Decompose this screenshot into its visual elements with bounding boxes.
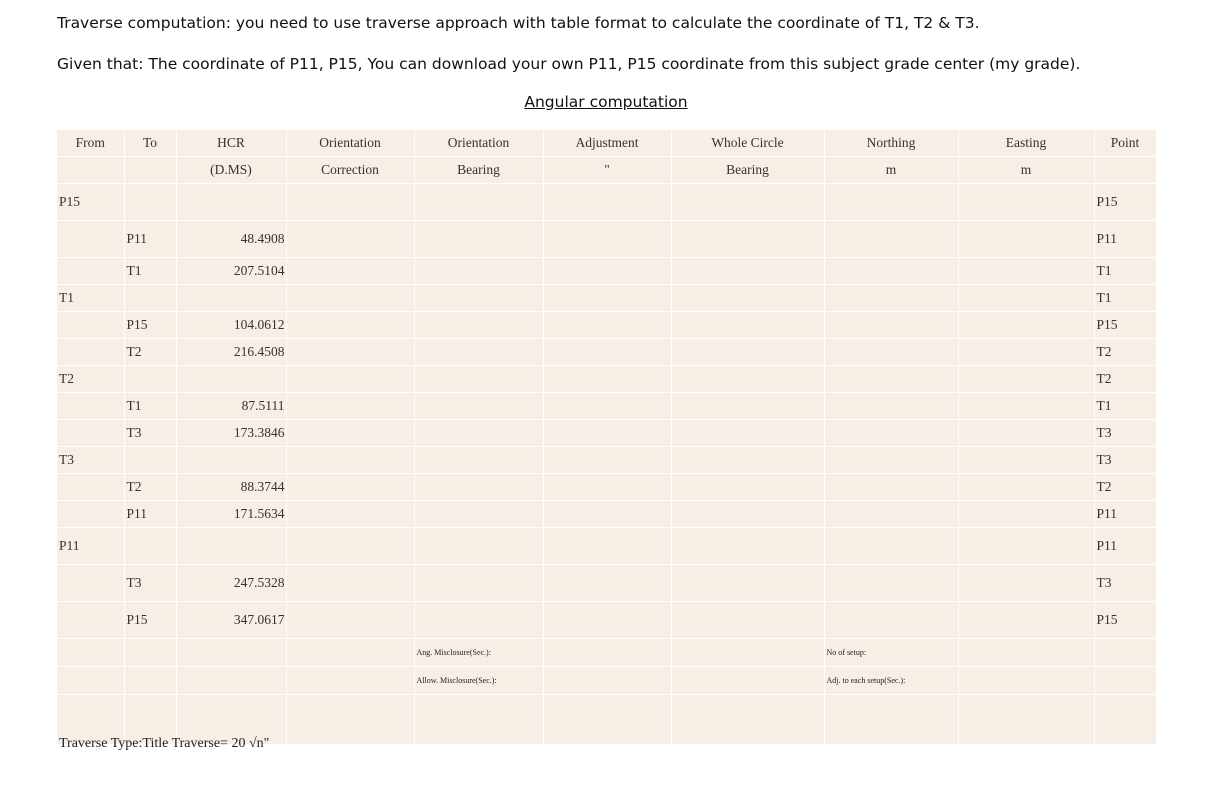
empty-cell [414,695,543,745]
empty-cell [176,667,286,695]
easting-cell [958,447,1094,474]
point-cell: P15 [1094,184,1156,221]
whole-circle-bearing-cell [671,393,824,420]
orientation-correction-cell [286,393,414,420]
point-cell: T3 [1094,565,1156,602]
easting-cell [958,565,1094,602]
adjustment-cell [543,474,671,501]
adjustment-cell [543,420,671,447]
easting-cell [958,339,1094,366]
empty-cell [57,667,124,695]
adjustment-cell [543,339,671,366]
header-orientation-bearing: Orientation [414,130,543,157]
whole-circle-bearing-cell [671,501,824,528]
header-from: From [57,130,124,157]
header-row-2 [57,157,1156,184]
hcr-cell [176,285,286,312]
northing-cell [824,501,958,528]
whole-circle-bearing-cell [671,474,824,501]
point-cell: T3 [1094,447,1156,474]
whole-circle-bearing-cell [671,366,824,393]
easting-cell [958,474,1094,501]
header-easting: Easting [958,130,1094,157]
orientation-bearing-cell [414,285,543,312]
to-cell: T1 [124,258,176,285]
from-cell: T1 [57,285,124,312]
hcr-cell: 247.5328 [176,565,286,602]
northing-cell [824,474,958,501]
table-row [57,474,1156,501]
to-cell: T3 [124,420,176,447]
easting-cell [958,393,1094,420]
point-cell: T2 [1094,339,1156,366]
empty-cell [1094,639,1156,667]
hcr-cell: 347.0617 [176,602,286,639]
table-row [57,393,1156,420]
traverse-table [57,130,1157,745]
northing-cell [824,366,958,393]
point-cell: P15 [1094,312,1156,339]
point-cell: T3 [1094,420,1156,447]
from-cell [57,474,124,501]
to-cell [124,366,176,393]
table-row [57,339,1156,366]
to-cell [124,447,176,474]
whole-circle-bearing-cell [671,602,824,639]
to-cell [124,528,176,565]
empty-cell [176,639,286,667]
orientation-bearing-cell [414,602,543,639]
hcr-cell [176,528,286,565]
easting-cell [958,420,1094,447]
orientation-correction-cell [286,528,414,565]
hcr-cell: 207.5104 [176,258,286,285]
northing-cell [824,312,958,339]
empty-cell [543,639,671,667]
ang-misclosure-label: Ang. Misclosure(Sec.): [414,639,543,667]
header-adjustment: Adjustment [543,130,671,157]
from-cell [57,602,124,639]
header-hcr-unit: (D.MS) [176,157,286,184]
from-cell [57,420,124,447]
orientation-bearing-cell [414,221,543,258]
instruction-line-1: Traverse computation: you need to use traverse approach with table format to calculate the coordinate of T1, T2 & T3. [57,14,980,32]
to-cell: T2 [124,339,176,366]
orientation-correction-cell [286,258,414,285]
empty-cell [286,667,414,695]
easting-cell [958,501,1094,528]
orientation-correction-cell [286,474,414,501]
summary-row [57,667,1156,695]
to-cell: P11 [124,221,176,258]
whole-circle-bearing-cell [671,258,824,285]
to-cell: P15 [124,602,176,639]
hcr-cell: 88.3744 [176,474,286,501]
to-cell [124,184,176,221]
table-row [57,312,1156,339]
from-cell: P11 [57,528,124,565]
from-cell: T3 [57,447,124,474]
easting-cell [958,258,1094,285]
orientation-bearing-cell [414,528,543,565]
easting-cell [958,312,1094,339]
point-cell: P11 [1094,221,1156,258]
traverse-type-note: Traverse Type:Title Traverse= 20 √n" [59,736,270,751]
to-cell: T2 [124,474,176,501]
easting-cell [958,602,1094,639]
no-of-setup-label: No of setup: [824,639,958,667]
orientation-correction-cell [286,312,414,339]
orientation-correction-cell [286,602,414,639]
empty-cell [958,667,1094,695]
adjustment-cell [543,366,671,393]
easting-cell [958,528,1094,565]
easting-cell [958,184,1094,221]
empty-cell [286,695,414,745]
empty-cell [824,695,958,745]
header-adjustment-unit: " [543,157,671,184]
header-row-1 [57,130,1156,157]
northing-cell [824,339,958,366]
adjustment-cell [543,285,671,312]
hcr-cell [176,184,286,221]
adj-each-setup-label: Adj. to each setup(Sec.): [824,667,958,695]
from-cell [57,393,124,420]
whole-circle-bearing-cell [671,565,824,602]
adjustment-cell [543,602,671,639]
from-cell: P15 [57,184,124,221]
table-row [57,258,1156,285]
hcr-cell: 216.4508 [176,339,286,366]
point-cell: T1 [1094,285,1156,312]
header-hcr: HCR [176,130,286,157]
point-cell: T2 [1094,366,1156,393]
adjustment-cell [543,184,671,221]
empty-cell [543,667,671,695]
empty-cell [124,639,176,667]
header-point-sub [1094,157,1156,184]
northing-cell [824,602,958,639]
adjustment-cell [543,447,671,474]
hcr-cell [176,447,286,474]
empty-cell [1094,695,1156,745]
hcr-cell: 87.5111 [176,393,286,420]
orientation-bearing-cell [414,565,543,602]
orientation-correction-cell [286,285,414,312]
whole-circle-bearing-cell [671,312,824,339]
point-cell: P11 [1094,501,1156,528]
allow-misclosure-label: Allow. Misclosure(Sec.): [414,667,543,695]
from-cell [57,501,124,528]
orientation-bearing-cell [414,312,543,339]
header-northing-unit: m [824,157,958,184]
hcr-cell: 171.5634 [176,501,286,528]
to-cell: P15 [124,312,176,339]
header-whole-circle-bearing-sub: Bearing [671,157,824,184]
empty-cell [124,667,176,695]
adjustment-cell [543,258,671,285]
section-heading: Angular computation [524,93,688,111]
adjustment-cell [543,501,671,528]
whole-circle-bearing-cell [671,221,824,258]
table-row [57,602,1156,639]
northing-cell [824,393,958,420]
orientation-bearing-cell [414,447,543,474]
to-cell [124,285,176,312]
header-point: Point [1094,130,1156,157]
header-northing: Northing [824,130,958,157]
whole-circle-bearing-cell [671,528,824,565]
whole-circle-bearing-cell [671,184,824,221]
orientation-correction-cell [286,501,414,528]
northing-cell [824,221,958,258]
adjustment-cell [543,565,671,602]
from-cell: T2 [57,366,124,393]
empty-cell [57,639,124,667]
table-row [57,366,1156,393]
point-cell: P11 [1094,528,1156,565]
point-cell: T1 [1094,258,1156,285]
empty-cell [958,639,1094,667]
empty-cell [286,639,414,667]
orientation-correction-cell [286,339,414,366]
hcr-cell [176,366,286,393]
orientation-correction-cell [286,184,414,221]
orientation-correction-cell [286,565,414,602]
table-row [57,184,1156,221]
from-cell [57,565,124,602]
point-cell: P15 [1094,602,1156,639]
orientation-bearing-cell [414,366,543,393]
instruction-line-2: Given that: The coordinate of P11, P15, You can download your own P11, P15 coordinate from this subject grade center (my grade). [57,55,1081,73]
easting-cell [958,285,1094,312]
table-row [57,501,1156,528]
header-orientation-correction-sub: Correction [286,157,414,184]
adjustment-cell [543,393,671,420]
northing-cell [824,528,958,565]
to-cell: T1 [124,393,176,420]
northing-cell [824,184,958,221]
orientation-correction-cell [286,420,414,447]
table-row [57,221,1156,258]
adjustment-cell [543,528,671,565]
table-row [57,420,1156,447]
whole-circle-bearing-cell [671,447,824,474]
hcr-cell: 48.4908 [176,221,286,258]
northing-cell [824,285,958,312]
header-easting-unit: m [958,157,1094,184]
to-cell: P11 [124,501,176,528]
header-from-sub [57,157,124,184]
summary-row [57,639,1156,667]
table-row [57,447,1156,474]
empty-cell [543,695,671,745]
from-cell [57,258,124,285]
empty-cell [958,695,1094,745]
from-cell [57,339,124,366]
orientation-bearing-cell [414,501,543,528]
orientation-correction-cell [286,221,414,258]
point-cell: T2 [1094,474,1156,501]
table-row [57,285,1156,312]
easting-cell [958,221,1094,258]
header-orientation-correction: Orientation [286,130,414,157]
orientation-bearing-cell [414,184,543,221]
empty-cell [671,639,824,667]
northing-cell [824,447,958,474]
empty-cell [671,695,824,745]
whole-circle-bearing-cell [671,420,824,447]
table-row [57,565,1156,602]
table-row [57,528,1156,565]
header-whole-circle-bearing: Whole Circle [671,130,824,157]
header-orientation-bearing-sub: Bearing [414,157,543,184]
header-to-sub [124,157,176,184]
northing-cell [824,258,958,285]
orientation-bearing-cell [414,258,543,285]
whole-circle-bearing-cell [671,285,824,312]
from-cell [57,221,124,258]
orientation-bearing-cell [414,339,543,366]
orientation-bearing-cell [414,474,543,501]
to-cell: T3 [124,565,176,602]
header-to: To [124,130,176,157]
hcr-cell: 104.0612 [176,312,286,339]
adjustment-cell [543,312,671,339]
from-cell [57,312,124,339]
northing-cell [824,420,958,447]
hcr-cell: 173.3846 [176,420,286,447]
orientation-bearing-cell [414,393,543,420]
orientation-bearing-cell [414,420,543,447]
empty-cell [1094,667,1156,695]
empty-cell [671,667,824,695]
orientation-correction-cell [286,447,414,474]
whole-circle-bearing-cell [671,339,824,366]
orientation-correction-cell [286,366,414,393]
northing-cell [824,565,958,602]
easting-cell [958,366,1094,393]
point-cell: T1 [1094,393,1156,420]
adjustment-cell [543,221,671,258]
